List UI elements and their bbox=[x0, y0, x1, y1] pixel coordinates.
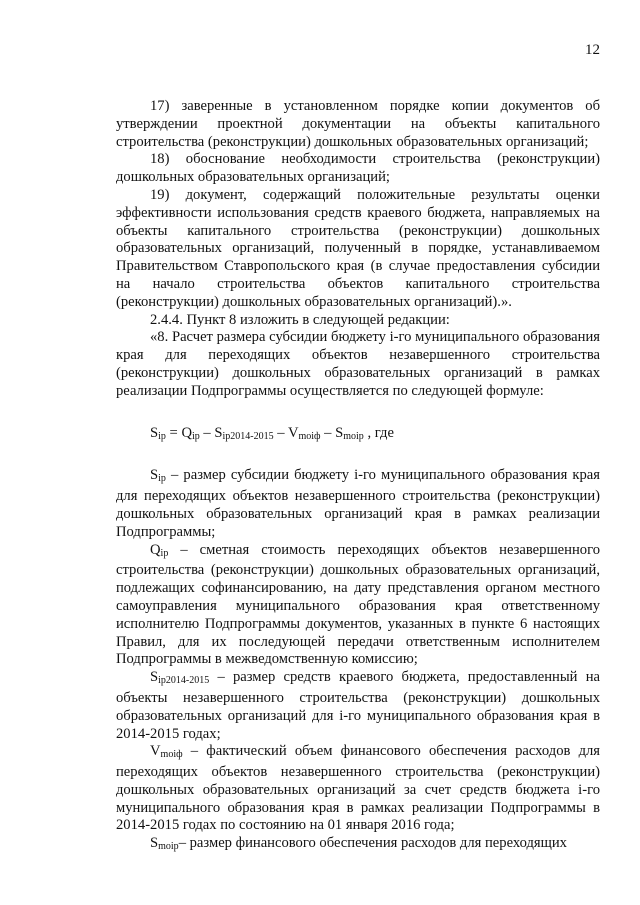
paragraph-18: 18) обоснование необходимости строительства (реконструкции) дошкольных образовательных организаций; bbox=[116, 151, 600, 186]
paragraph-19: 19) документ, содержащий положительные результаты оценки эффективности использования средств краевого бюджета, направляемых на объекты капитального строительства (реконструкции) дошкольных образовательных организаций, полученный в порядке, устанавливаемом Правительством Ставропольского края (в случае предоставления субсидии на начало строительства объектов капитального строительства (реконструкции) дошкольных образовательных организаций).». bbox=[116, 186, 600, 310]
formula: $S_{ip} = Q_{ip} - S_{ip2014-2015} - V_{moiф} - S_{moip}$ , где bbox=[150, 424, 394, 442]
definition-qip: $Q_{ip}$ – сметная стоимость переходящих объектов незавершенного строительства (реконструкции) дошкольных образовательных организаций, подлежащих софинансированию, на дату представления органом местного самоуправления муниципального образования края ответственному исполнителю Подпрограммы документов, указанных в пункте 6 настоящих Правил, для их последующей передачи ответственным исполнителем Подпрограммы в межведомственную комиссию; bbox=[116, 541, 600, 668]
page-number: 12 bbox=[585, 42, 600, 58]
paragraph-17: 17) заверенные в установленном порядке копии документов об утверждении проектной документации на объекты капитального строительства (реконструкции) дошкольных образовательных организаций; bbox=[116, 98, 600, 150]
definition-vmoif: $V_{moiф}$ – фактический объем финансового обеспечения расходов для переходящих объектов незавершенного строительства (реконструкции) дошкольных образовательных организаций за счет средств бюджета i-го муниципального образования края в рамках реализации Подпрограммы в 2014-2015 годах по состоянию на 01 января 2016 года; bbox=[116, 743, 600, 834]
paragraph-2-4-4: 2.4.4. Пункт 8 изложить в следующей редакции: bbox=[150, 311, 450, 328]
document-body bbox=[116, 98, 600, 856]
definition-sip: $S_{ip}$ – размер субсидии бюджету i-го муниципального образования края для переходящих объектов незавершенного строительства (реконструкции) дошкольных образовательных организаций края в рамках реализации Подпрограммы; bbox=[116, 467, 600, 540]
definition-smoip: $S_{moip}-$ размер финансового обеспечения расходов для переходящих bbox=[150, 835, 567, 853]
definition-sip2014-2015: $S_{ip2014-2015}$ – размер средств краевого бюджета, предоставленный на объекты незавершенного строительства (реконструкции) дошкольных образовательных организаций для i-го муниципального образования края в 2014-2015 годах; bbox=[116, 669, 600, 742]
paragraph-8: «8. Расчет размера субсидии бюджету i-го муниципального образования края для переходящих объектов незавершенного строительства (реконструкции) дошкольных образовательных организаций в рамках реализации Подпрограммы осуществляется по следующей формуле: bbox=[116, 329, 600, 399]
